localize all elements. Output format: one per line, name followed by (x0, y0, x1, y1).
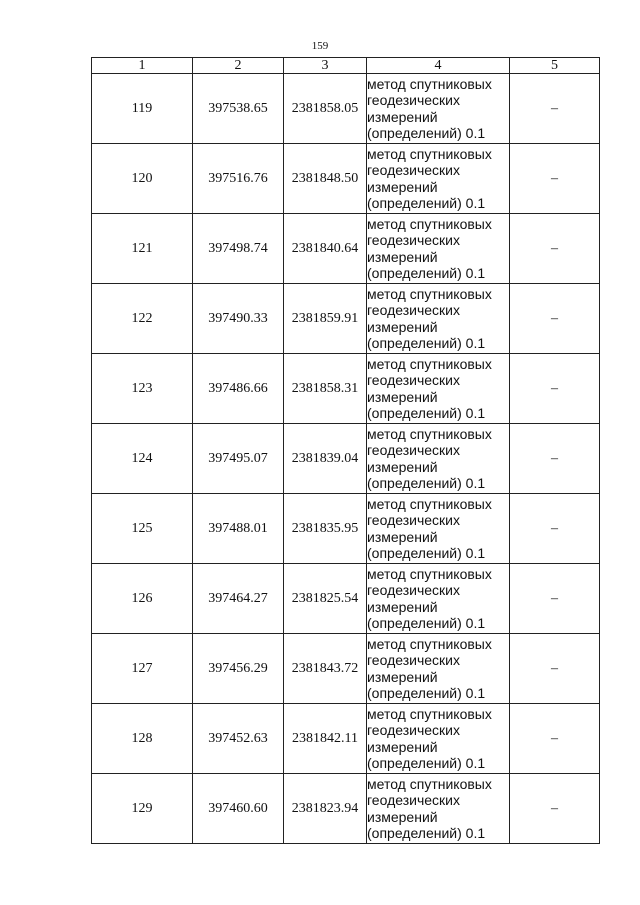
point-number-cell: 128 (92, 704, 193, 774)
table-row (92, 774, 600, 844)
table-row (92, 564, 600, 634)
note-cell: – (510, 74, 600, 144)
table-row (92, 354, 600, 424)
point-number-cell: 122 (92, 284, 193, 354)
point-number-cell: 123 (92, 354, 193, 424)
y-coordinate-cell: 2381859.91 (284, 284, 367, 354)
note-cell: – (510, 284, 600, 354)
note-cell: – (510, 354, 600, 424)
point-number-cell: 121 (92, 214, 193, 284)
note-cell: – (510, 564, 600, 634)
y-coordinate-cell: 2381858.31 (284, 354, 367, 424)
y-coordinate-cell: 2381848.50 (284, 144, 367, 214)
x-coordinate-cell: 397490.33 (193, 284, 284, 354)
point-number-cell: 129 (92, 774, 193, 844)
table-header (92, 58, 600, 74)
table-row (92, 424, 600, 494)
method-cell: метод спутниковых геодезических измерений (определений) 0.1 (367, 634, 510, 704)
note-cell: – (510, 214, 600, 284)
column-header-2: 2 (193, 58, 284, 74)
table-row (92, 494, 600, 564)
y-coordinate-cell: 2381843.72 (284, 634, 367, 704)
x-coordinate-cell: 397460.60 (193, 774, 284, 844)
method-cell: метод спутниковых геодезических измерений (определений) 0.1 (367, 214, 510, 284)
note-cell: – (510, 144, 600, 214)
method-cell: метод спутниковых геодезических измерений (определений) 0.1 (367, 494, 510, 564)
table-row (92, 74, 600, 144)
table-row (92, 634, 600, 704)
x-coordinate-cell: 397464.27 (193, 564, 284, 634)
table-row (92, 214, 600, 284)
y-coordinate-cell: 2381842.11 (284, 704, 367, 774)
x-coordinate-cell: 397488.01 (193, 494, 284, 564)
method-cell: метод спутниковых геодезических измерений (определений) 0.1 (367, 774, 510, 844)
column-header-4: 4 (367, 58, 510, 74)
x-coordinate-cell: 397486.66 (193, 354, 284, 424)
y-coordinate-cell: 2381858.05 (284, 74, 367, 144)
x-coordinate-cell: 397498.74 (193, 214, 284, 284)
table-row (92, 704, 600, 774)
point-number-cell: 125 (92, 494, 193, 564)
point-number-cell: 126 (92, 564, 193, 634)
column-header-3: 3 (284, 58, 367, 74)
method-cell: метод спутниковых геодезических измерений (определений) 0.1 (367, 74, 510, 144)
table-row (92, 284, 600, 354)
table-body (92, 74, 600, 844)
note-cell: – (510, 704, 600, 774)
note-cell: – (510, 774, 600, 844)
point-number-cell: 127 (92, 634, 193, 704)
page-number: 159 (311, 40, 329, 52)
method-cell: метод спутниковых геодезических измерений (определений) 0.1 (367, 704, 510, 774)
note-cell: – (510, 494, 600, 564)
y-coordinate-cell: 2381825.54 (284, 564, 367, 634)
x-coordinate-cell: 397456.29 (193, 634, 284, 704)
note-cell: – (510, 634, 600, 704)
x-coordinate-cell: 397452.63 (193, 704, 284, 774)
x-coordinate-cell: 397516.76 (193, 144, 284, 214)
table-row (92, 144, 600, 214)
method-cell: метод спутниковых геодезических измерений (определений) 0.1 (367, 144, 510, 214)
y-coordinate-cell: 2381823.94 (284, 774, 367, 844)
note-cell: – (510, 424, 600, 494)
column-header-5: 5 (510, 58, 600, 74)
y-coordinate-cell: 2381839.04 (284, 424, 367, 494)
point-number-cell: 124 (92, 424, 193, 494)
y-coordinate-cell: 2381840.64 (284, 214, 367, 284)
x-coordinate-cell: 397538.65 (193, 74, 284, 144)
column-header-1: 1 (92, 58, 193, 74)
method-cell: метод спутниковых геодезических измерений (определений) 0.1 (367, 564, 510, 634)
method-cell: метод спутниковых геодезических измерений (определений) 0.1 (367, 284, 510, 354)
coordinates-table (91, 57, 600, 844)
method-cell: метод спутниковых геодезических измерений (определений) 0.1 (367, 354, 510, 424)
y-coordinate-cell: 2381835.95 (284, 494, 367, 564)
header-row (92, 58, 600, 74)
x-coordinate-cell: 397495.07 (193, 424, 284, 494)
point-number-cell: 120 (92, 144, 193, 214)
method-cell: метод спутниковых геодезических измерений (определений) 0.1 (367, 424, 510, 494)
point-number-cell: 119 (92, 74, 193, 144)
